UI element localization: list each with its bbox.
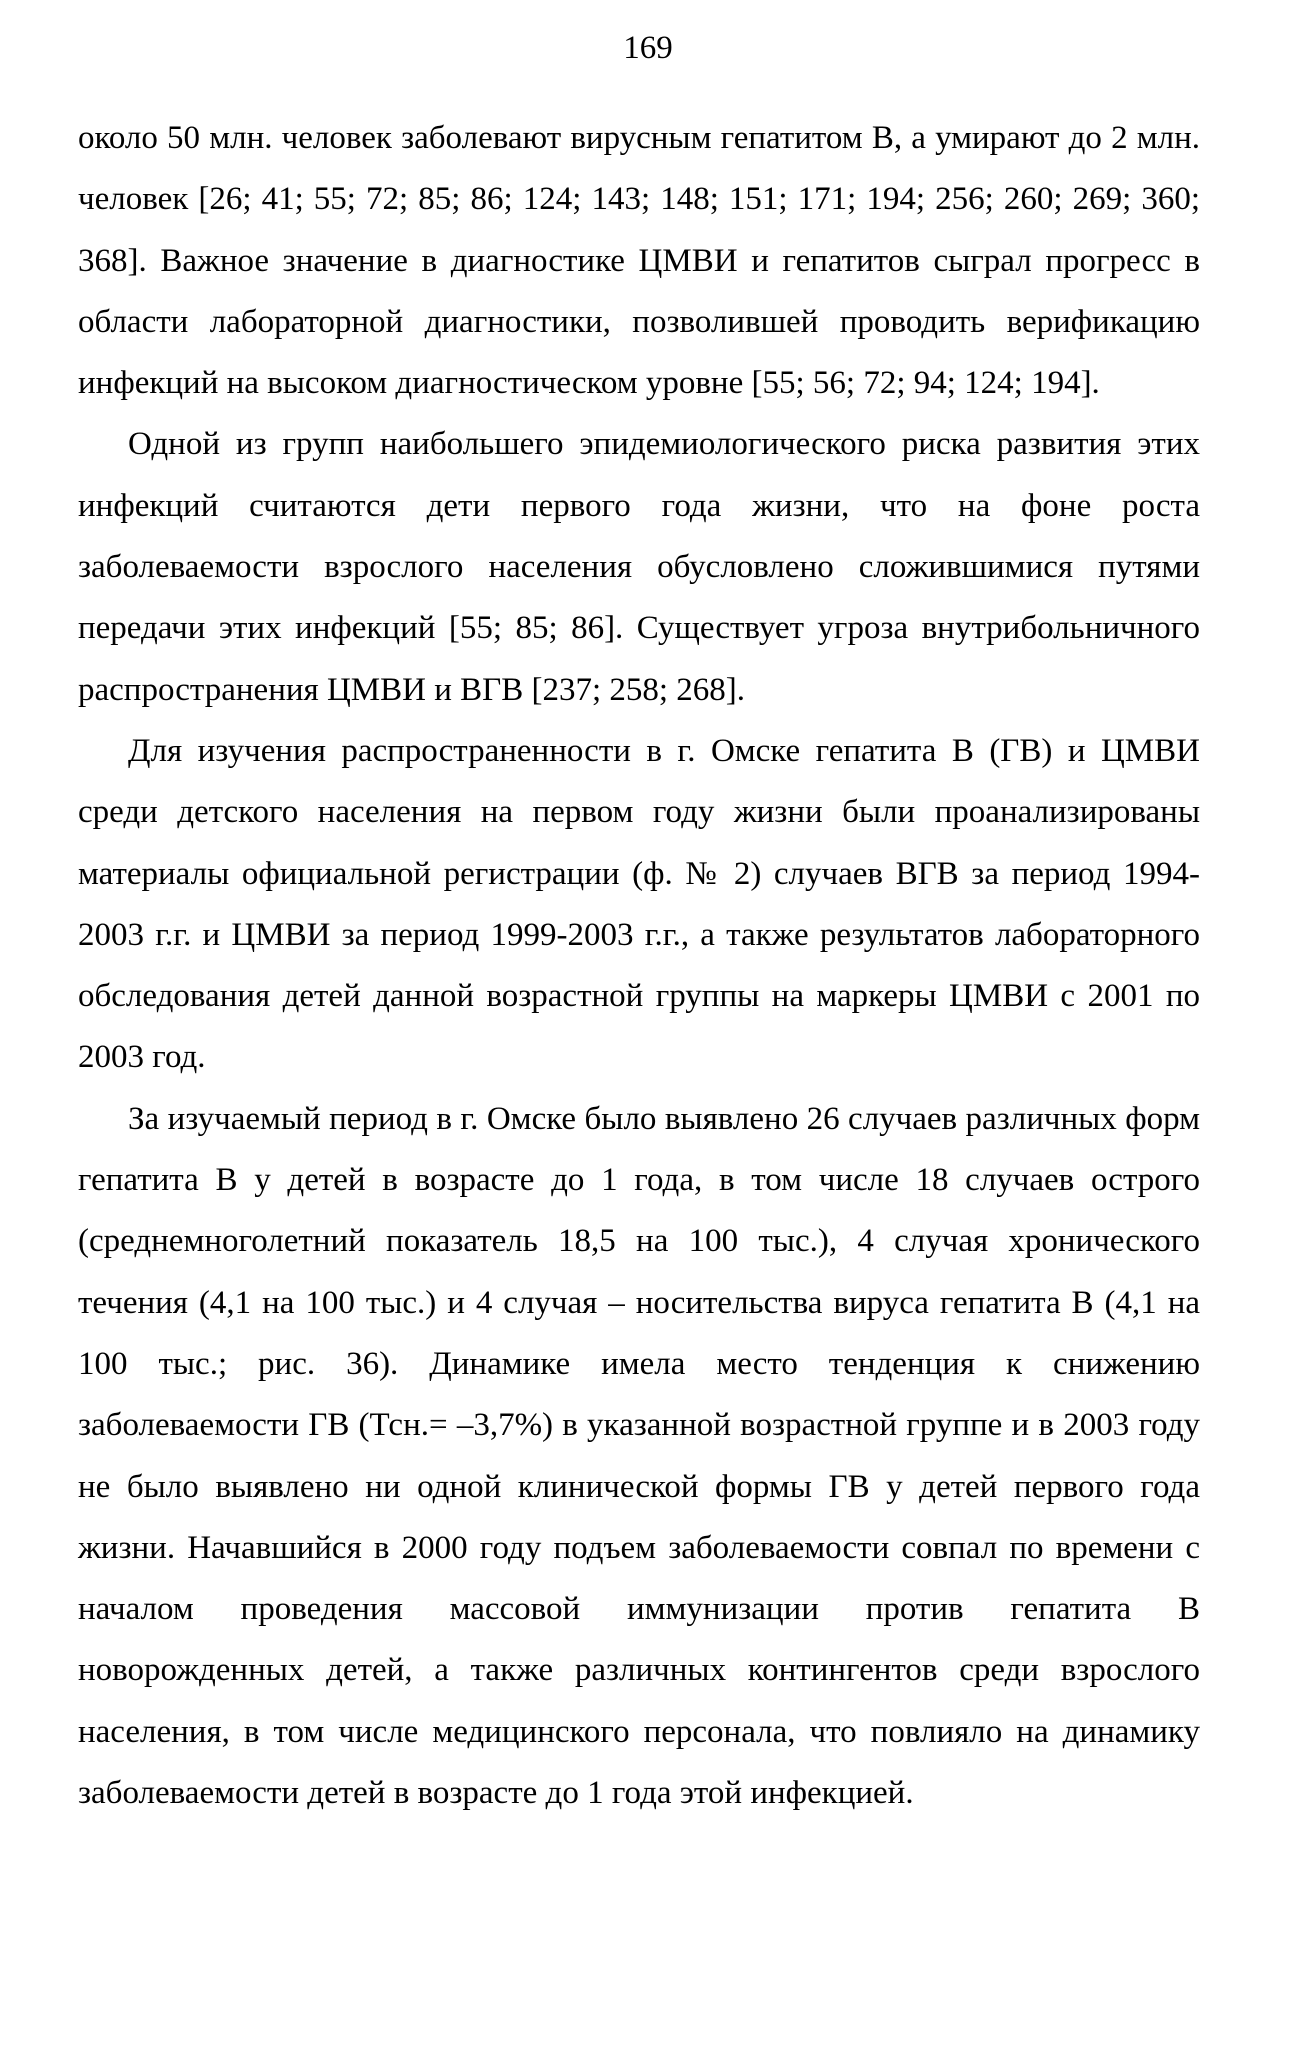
paragraph: около 50 млн. человек заболевают вирусным гепатитом В, а умирают до 2 млн. человек [26; 41; 55; 72; 85; 86; 124; 143; 148; 151; 171; 194; 256; 260; 269; 360; 368]. Важное значение в диагностике ЦМВИ и гепатитов сыграл прогресс в области лабораторной диагностики, позволившей проводить верификацию инфекций на высоком диагностическом уровне [55; 56; 72; 94; 124; 194]. — [78, 120, 1200, 402]
paragraph: Одной из групп наибольшего эпидемиологического риска развития этих инфекций считаются дети первого года жизни, что на фоне роста заболеваемости взрослого населения обусловлено сложившимися путями передачи этих инфекций [55; 85; 86]. Существует угроза внутрибольничного распространения ЦМВИ и ВГВ [237; 258; 268]. — [78, 426, 1200, 708]
paragraph: Для изучения распространенности в г. Омске гепатита В (ГВ) и ЦМВИ среди детского населения на первом году жизни были проанализированы материалы официальной регистрации (ф. № 2) случаев ВГВ за период 1994-2003 г.г. и ЦМВИ за период 1999-2003 г.г., а также результатов лабораторного обследования детей данной возрастной группы на маркеры ЦМВИ с 2001 по 2003 год. — [78, 732, 1200, 1076]
body-text — [78, 108, 1200, 1824]
paragraph: За изучаемый период в г. Омске было выявлено 26 случаев различных форм гепатита В у детей в возрасте до 1 года, в том числе 18 случаев острого (среднемноголетний показатель 18,5 на 100 тыс.), 4 случая хронического течения (4,1 на 100 тыс.) и 4 случая – носительства вируса гепатита В (4,1 на 100 тыс.; рис. 36). Динамике имела место тенденция к снижению заболеваемости ГВ (Тсн.= –3,7%) в указанной возрастной группе и в 2003 году не было выявлено ни одной клинической формы ГВ у детей первого года жизни. Начавшийся в 2000 году подъем заболеваемости совпал по времени с началом проведения массовой иммунизации против гепатита В новорожденных детей, а также различных контингентов среди взрослого населения, в том числе медицинского персонала, что повлияло на динамику заболеваемости детей в возрасте до 1 года этой инфекцией. — [78, 1100, 1200, 1812]
page-number: 169 — [623, 30, 673, 66]
